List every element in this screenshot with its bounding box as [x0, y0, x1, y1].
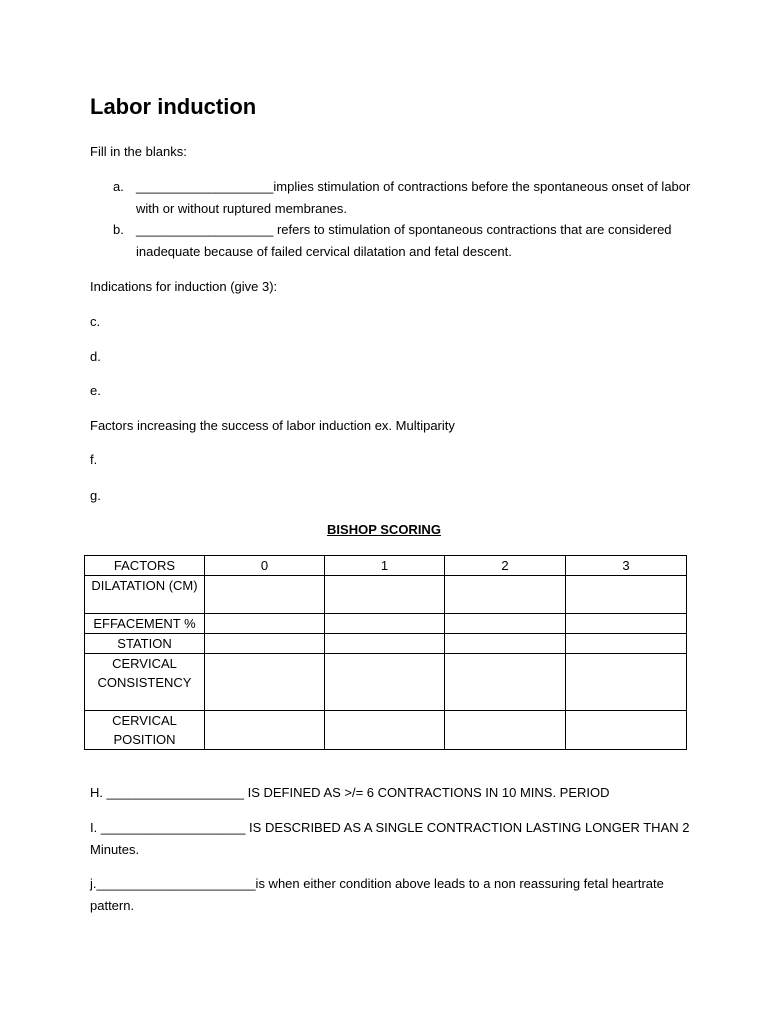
table-cell	[205, 634, 325, 654]
table-cell	[325, 634, 445, 654]
factors-prompt: Factors increasing the success of labor induction ex. Multiparity	[90, 418, 455, 433]
item-text: ___________________implies stimulation of contractions before the spontaneous onset of labor with or without ruptured membranes.	[136, 179, 691, 216]
question-j: j.______________________is when either condition above leads to a non reassuring fetal heartrate pattern.	[90, 876, 664, 913]
table-cell	[205, 576, 325, 614]
header-score-1: 1	[325, 556, 445, 576]
item-letter: a.	[113, 179, 124, 194]
row-label-position: CERVICAL POSITION	[85, 711, 205, 750]
item-letter: b.	[113, 222, 124, 237]
row-label-dilatation: DILATATION (CM)	[85, 576, 205, 614]
table-cell	[205, 711, 325, 750]
table-cell	[325, 711, 445, 750]
bishop-table	[84, 555, 687, 750]
table-cell	[566, 634, 687, 654]
bishop-heading: BISHOP SCORING	[327, 522, 441, 537]
table-row	[85, 654, 687, 711]
header-score-2: 2	[445, 556, 566, 576]
fill-in-blanks-intro: Fill in the blanks:	[90, 144, 187, 159]
table-cell	[205, 654, 325, 711]
question-h: H. ___________________ IS DEFINED AS >/= 6 CONTRACTIONS IN 10 MINS. PERIOD	[90, 785, 610, 800]
question-i: I. ____________________ IS DESCRIBED AS A SINGLE CONTRACTION LASTING LONGER THAN 2 Minutes.	[90, 820, 690, 857]
table-cell	[566, 576, 687, 614]
table-cell	[325, 614, 445, 634]
table-cell	[566, 614, 687, 634]
table-cell	[325, 576, 445, 614]
indications-prompt: Indications for induction (give 3):	[90, 279, 278, 294]
factor-g: g.	[90, 488, 101, 503]
table-cell	[445, 654, 566, 711]
table-row	[85, 711, 687, 750]
row-label-station: STATION	[85, 634, 205, 654]
header-factors: FACTORS	[85, 556, 205, 576]
table-cell	[205, 614, 325, 634]
indication-c: c.	[90, 314, 101, 329]
table-cell	[445, 711, 566, 750]
table-row	[85, 576, 687, 614]
row-label-effacement: EFFACEMENT %	[85, 614, 205, 634]
table-cell	[445, 634, 566, 654]
header-score-0: 0	[205, 556, 325, 576]
table-cell	[445, 576, 566, 614]
row-label-consistency: CERVICAL CONSISTENCY	[85, 654, 205, 711]
table-cell	[566, 711, 687, 750]
indication-e: e.	[90, 383, 101, 398]
table-row	[85, 634, 687, 654]
table-row	[85, 614, 687, 634]
item-text: ___________________ refers to stimulation of spontaneous contractions that are considered inadequate because of failed cervical dilatation and fetal descent.	[136, 222, 672, 259]
indication-d: d.	[90, 349, 101, 364]
table-header-row	[85, 556, 687, 576]
header-score-3: 3	[566, 556, 687, 576]
factor-f: f.	[90, 452, 98, 467]
table-cell	[325, 654, 445, 711]
page-title: Labor induction	[90, 94, 257, 119]
table-cell	[566, 654, 687, 711]
table-cell	[445, 614, 566, 634]
